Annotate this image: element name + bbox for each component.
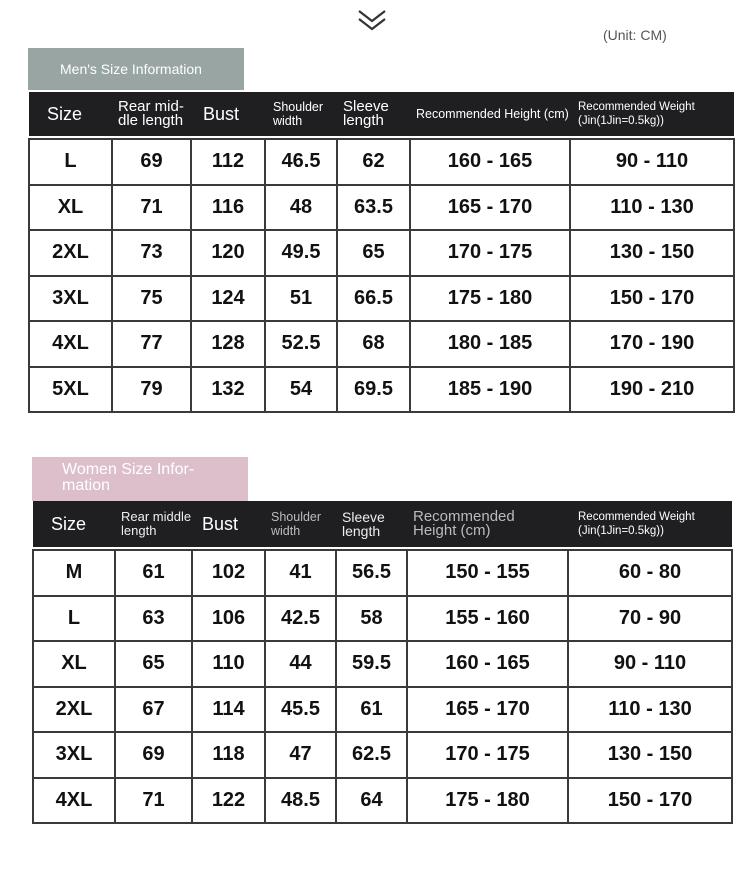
table-cell: 185 - 190 (410, 367, 570, 413)
table-row (29, 139, 734, 185)
table-cell: 170 - 175 (407, 732, 568, 778)
table-cell: 110 - 130 (568, 687, 732, 733)
women-header-size: Size (33, 501, 115, 547)
table-cell: 62 (337, 139, 410, 185)
table-row (33, 687, 732, 733)
table-cell: 64 (336, 778, 407, 824)
women-header-bust: Bust (192, 501, 265, 547)
table-row (29, 230, 734, 276)
table-cell: 61 (115, 550, 192, 596)
table-cell: 180 - 185 (410, 321, 570, 367)
table-cell: 3XL (33, 732, 115, 778)
table-cell: 114 (192, 687, 265, 733)
unit-label: (Unit: CM) (603, 27, 667, 43)
table-row (33, 550, 732, 596)
table-cell: 4XL (29, 321, 112, 367)
table-cell: XL (33, 641, 115, 687)
women-header-height: Recommended Height (cm) (407, 501, 568, 547)
table-cell: 48.5 (265, 778, 336, 824)
men-header-size: Size (29, 92, 112, 136)
table-row (29, 367, 734, 413)
men-header-height: Recommended Height (cm) (410, 92, 570, 136)
table-row (29, 185, 734, 231)
table-cell: 132 (191, 367, 265, 413)
table-cell: M (33, 550, 115, 596)
table-cell: 45.5 (265, 687, 336, 733)
table-cell: 71 (115, 778, 192, 824)
table-cell: 165 - 170 (410, 185, 570, 231)
table-row (33, 641, 732, 687)
table-cell: 69.5 (337, 367, 410, 413)
table-cell: 130 - 150 (570, 230, 734, 276)
table-cell: 47 (265, 732, 336, 778)
table-cell: 41 (265, 550, 336, 596)
table-cell: 44 (265, 641, 336, 687)
table-row (29, 321, 734, 367)
table-cell: 79 (112, 367, 191, 413)
table-cell: 60 - 80 (568, 550, 732, 596)
table-cell: 66.5 (337, 276, 410, 322)
table-cell: 68 (337, 321, 410, 367)
table-cell: 61 (336, 687, 407, 733)
table-cell: 75 (112, 276, 191, 322)
table-cell: 118 (192, 732, 265, 778)
table-cell: 165 - 170 (407, 687, 568, 733)
table-cell: L (29, 139, 112, 185)
table-cell: 65 (115, 641, 192, 687)
table-cell: 54 (265, 367, 337, 413)
table-cell: 102 (192, 550, 265, 596)
table-cell: 190 - 210 (570, 367, 734, 413)
table-cell: 51 (265, 276, 337, 322)
double-chevron-down-icon (356, 8, 388, 34)
table-cell: 69 (112, 139, 191, 185)
table-cell: 170 - 190 (570, 321, 734, 367)
table-row (33, 732, 732, 778)
table-cell: 155 - 160 (407, 596, 568, 642)
table-cell: 4XL (33, 778, 115, 824)
table-cell: 120 (191, 230, 265, 276)
men-header-weight: Recommended Weight (Jin(1Jin=0.5kg)) (570, 92, 734, 136)
table-cell: 48 (265, 185, 337, 231)
women-header-shoulder: Shoulder width (265, 501, 336, 547)
table-row (33, 596, 732, 642)
table-cell: 67 (115, 687, 192, 733)
table-cell: 69 (115, 732, 192, 778)
men-header-rear-length: Rear mid- dle length (112, 92, 191, 136)
table-cell: XL (29, 185, 112, 231)
table-cell: 65 (337, 230, 410, 276)
table-cell: 52.5 (265, 321, 337, 367)
table-cell: 2XL (33, 687, 115, 733)
table-cell: 116 (191, 185, 265, 231)
table-cell: 59.5 (336, 641, 407, 687)
table-cell: 3XL (29, 276, 112, 322)
men-header-shoulder: Shoulder width (265, 92, 337, 136)
men-header-sleeve: Sleeve length (337, 92, 410, 136)
women-size-table (32, 501, 733, 824)
table-cell: 124 (191, 276, 265, 322)
table-cell: 42.5 (265, 596, 336, 642)
table-row (29, 276, 734, 322)
men-section-title: Men's Size Information (28, 48, 244, 90)
table-cell: 58 (336, 596, 407, 642)
women-header-weight: Recommended Weight (Jin(1Jin=0.5kg)) (568, 501, 732, 547)
table-cell: 110 - 130 (570, 185, 734, 231)
table-cell: 110 (192, 641, 265, 687)
table-cell: L (33, 596, 115, 642)
women-header-rear-length: Rear middle length (115, 501, 192, 547)
table-cell: 170 - 175 (410, 230, 570, 276)
table-cell: 77 (112, 321, 191, 367)
table-cell: 90 - 110 (568, 641, 732, 687)
table-cell: 175 - 180 (407, 778, 568, 824)
table-cell: 150 - 155 (407, 550, 568, 596)
table-cell: 5XL (29, 367, 112, 413)
table-cell: 160 - 165 (407, 641, 568, 687)
table-cell: 70 - 90 (568, 596, 732, 642)
table-cell: 106 (192, 596, 265, 642)
women-section-title: Women Size Infor- mation (32, 457, 248, 501)
table-cell: 160 - 165 (410, 139, 570, 185)
table-cell: 130 - 150 (568, 732, 732, 778)
table-cell: 2XL (29, 230, 112, 276)
table-cell: 150 - 170 (570, 276, 734, 322)
table-cell: 112 (191, 139, 265, 185)
table-cell: 62.5 (336, 732, 407, 778)
table-row (33, 778, 732, 824)
table-cell: 56.5 (336, 550, 407, 596)
table-cell: 122 (192, 778, 265, 824)
table-cell: 46.5 (265, 139, 337, 185)
table-cell: 49.5 (265, 230, 337, 276)
women-header-sleeve: Sleeve length (336, 501, 407, 547)
table-cell: 71 (112, 185, 191, 231)
table-cell: 63 (115, 596, 192, 642)
table-cell: 63.5 (337, 185, 410, 231)
table-cell: 175 - 180 (410, 276, 570, 322)
table-cell: 128 (191, 321, 265, 367)
men-header-bust: Bust (191, 92, 265, 136)
table-cell: 90 - 110 (570, 139, 734, 185)
men-size-table (28, 92, 735, 413)
table-cell: 150 - 170 (568, 778, 732, 824)
table-cell: 73 (112, 230, 191, 276)
